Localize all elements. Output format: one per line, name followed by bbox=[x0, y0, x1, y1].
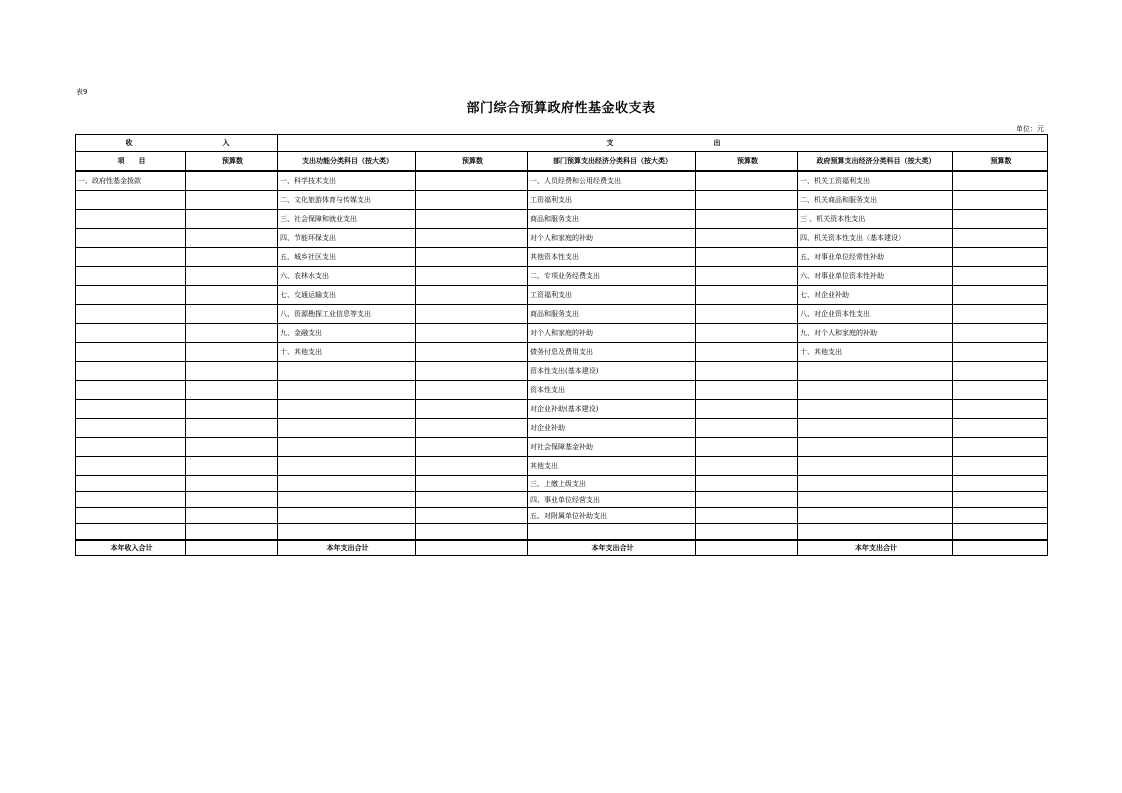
income-budget-cell bbox=[186, 210, 278, 229]
dept-budget-cell bbox=[696, 248, 798, 267]
gov-econ-cell bbox=[798, 381, 953, 400]
gov-econ-cell: 十、其他支出 bbox=[798, 343, 953, 362]
table-row bbox=[76, 457, 1048, 476]
table-row bbox=[76, 210, 1048, 229]
header-budget-income: 预算数 bbox=[186, 152, 278, 172]
income-budget-cell bbox=[186, 248, 278, 267]
gov-econ-cell bbox=[798, 438, 953, 457]
func-category-cell: 三、社会保障和就业支出 bbox=[278, 210, 416, 229]
func-budget-cell bbox=[416, 343, 528, 362]
gov-budget-cell bbox=[953, 419, 1048, 438]
income-item-cell bbox=[76, 400, 186, 419]
header-item: 项 目 bbox=[76, 152, 186, 172]
func-category-cell bbox=[278, 438, 416, 457]
income-budget-cell bbox=[186, 438, 278, 457]
gov-budget-cell bbox=[953, 286, 1048, 305]
gov-budget-cell bbox=[953, 191, 1048, 210]
income-item-cell bbox=[76, 210, 186, 229]
dept-budget-cell bbox=[696, 524, 798, 541]
income-budget-cell bbox=[186, 343, 278, 362]
gov-econ-cell: 四、机关资本性支出（基本建设） bbox=[798, 229, 953, 248]
table-number: 表9 bbox=[76, 88, 88, 96]
dept-econ-cell: 对个人和家庭的补助 bbox=[528, 229, 696, 248]
income-item-cell bbox=[76, 343, 186, 362]
table-row bbox=[76, 267, 1048, 286]
gov-econ-cell bbox=[798, 508, 953, 524]
gov-econ-cell bbox=[798, 457, 953, 476]
income-budget-cell bbox=[186, 419, 278, 438]
gov-budget-cell bbox=[953, 171, 1048, 191]
func-category-cell bbox=[278, 524, 416, 541]
income-budget-cell bbox=[186, 381, 278, 400]
expense-section-header bbox=[278, 135, 1048, 152]
func-budget-cell bbox=[416, 286, 528, 305]
dept-budget-cell bbox=[696, 438, 798, 457]
section-header-row bbox=[76, 135, 1048, 152]
total-expense-func-label: 本年支出合计 bbox=[278, 540, 416, 556]
dept-econ-cell: 债务付息及费用支出 bbox=[528, 343, 696, 362]
dept-econ-cell: 资本性支出 bbox=[528, 381, 696, 400]
income-section-char-2: 入 bbox=[222, 139, 230, 147]
func-category-cell bbox=[278, 419, 416, 438]
income-budget-cell bbox=[186, 171, 278, 191]
func-category-cell bbox=[278, 381, 416, 400]
budget-table bbox=[75, 134, 1048, 556]
func-category-cell bbox=[278, 400, 416, 419]
table-row bbox=[76, 191, 1048, 210]
income-budget-cell bbox=[186, 229, 278, 248]
gov-budget-cell bbox=[953, 210, 1048, 229]
table-row bbox=[76, 305, 1048, 324]
dept-budget-cell bbox=[696, 362, 798, 381]
income-item-cell bbox=[76, 286, 186, 305]
gov-budget-cell bbox=[953, 305, 1048, 324]
income-budget-cell bbox=[186, 324, 278, 343]
func-budget-cell bbox=[416, 229, 528, 248]
dept-econ-cell: 一、人员经费和公用经费支出 bbox=[528, 171, 696, 191]
dept-budget-cell bbox=[696, 286, 798, 305]
income-budget-cell bbox=[186, 457, 278, 476]
func-budget-cell bbox=[416, 476, 528, 492]
dept-econ-cell: 对个人和家庭的补助 bbox=[528, 324, 696, 343]
income-item-cell: 一、政府性基金拨款 bbox=[76, 171, 186, 191]
gov-budget-cell bbox=[953, 343, 1048, 362]
table-row bbox=[76, 476, 1048, 492]
dept-econ-cell: 其他支出 bbox=[528, 457, 696, 476]
table-row bbox=[76, 248, 1048, 267]
dept-budget-cell bbox=[696, 419, 798, 438]
income-budget-cell bbox=[186, 305, 278, 324]
income-item-cell bbox=[76, 457, 186, 476]
gov-econ-cell: 七、对企业补助 bbox=[798, 286, 953, 305]
func-category-cell: 四、节能环保支出 bbox=[278, 229, 416, 248]
dept-budget-cell bbox=[696, 343, 798, 362]
income-item-cell bbox=[76, 324, 186, 343]
income-item-cell bbox=[76, 362, 186, 381]
func-budget-cell bbox=[416, 171, 528, 191]
column-header-row bbox=[76, 152, 1048, 172]
func-category-cell bbox=[278, 508, 416, 524]
income-item-cell bbox=[76, 508, 186, 524]
func-budget-cell bbox=[416, 210, 528, 229]
table-row bbox=[76, 438, 1048, 457]
gov-budget-cell bbox=[953, 476, 1048, 492]
income-item-cell bbox=[76, 267, 186, 286]
func-category-cell: 八、资源勘探工业信息等支出 bbox=[278, 305, 416, 324]
func-budget-cell bbox=[416, 305, 528, 324]
func-category-cell: 十、其他支出 bbox=[278, 343, 416, 362]
total-expense-dept-value bbox=[696, 540, 798, 556]
dept-budget-cell bbox=[696, 400, 798, 419]
func-budget-cell bbox=[416, 438, 528, 457]
gov-econ-cell: 一、机关工资福利支出 bbox=[798, 171, 953, 191]
gov-econ-cell bbox=[798, 524, 953, 541]
dept-econ-cell: 三、上缴上级支出 bbox=[528, 476, 696, 492]
total-income-value bbox=[186, 540, 278, 556]
income-item-cell bbox=[76, 476, 186, 492]
gov-budget-cell bbox=[953, 457, 1048, 476]
total-expense-gov-label: 本年支出合计 bbox=[798, 540, 953, 556]
func-category-cell bbox=[278, 457, 416, 476]
income-budget-cell bbox=[186, 508, 278, 524]
income-section-char-1: 收 bbox=[125, 139, 133, 147]
func-budget-cell bbox=[416, 419, 528, 438]
dept-econ-cell: 工资福利支出 bbox=[528, 286, 696, 305]
income-item-cell bbox=[76, 229, 186, 248]
income-budget-cell bbox=[186, 191, 278, 210]
func-category-cell: 五、城乡社区支出 bbox=[278, 248, 416, 267]
table-row bbox=[76, 492, 1048, 508]
table-row bbox=[76, 171, 1048, 191]
income-budget-cell bbox=[186, 476, 278, 492]
dept-budget-cell bbox=[696, 267, 798, 286]
dept-budget-cell bbox=[696, 508, 798, 524]
income-budget-cell bbox=[186, 524, 278, 541]
dept-budget-cell bbox=[696, 324, 798, 343]
func-budget-cell bbox=[416, 492, 528, 508]
dept-econ-cell: 二、专项业务经费支出 bbox=[528, 267, 696, 286]
gov-budget-cell bbox=[953, 492, 1048, 508]
func-budget-cell bbox=[416, 508, 528, 524]
dept-econ-cell: 五、对附属单位补助支出 bbox=[528, 508, 696, 524]
dept-budget-cell bbox=[696, 229, 798, 248]
header-budget-dept: 预算数 bbox=[696, 152, 798, 172]
income-item-cell bbox=[76, 419, 186, 438]
gov-budget-cell bbox=[953, 524, 1048, 541]
gov-econ-cell: 五、对事业单位经常性补助 bbox=[798, 248, 953, 267]
dept-budget-cell bbox=[696, 457, 798, 476]
gov-budget-cell bbox=[953, 362, 1048, 381]
gov-budget-cell bbox=[953, 508, 1048, 524]
dept-econ-cell: 商品和服务支出 bbox=[528, 305, 696, 324]
dept-econ-cell: 对企业补助 bbox=[528, 419, 696, 438]
header-budget-func: 预算数 bbox=[416, 152, 528, 172]
func-budget-cell bbox=[416, 248, 528, 267]
func-category-cell: 六、农林水支出 bbox=[278, 267, 416, 286]
gov-econ-cell: 八、对企业资本性支出 bbox=[798, 305, 953, 324]
gov-econ-cell: 九、对个人和家庭的补助 bbox=[798, 324, 953, 343]
gov-econ-cell: 三 、机关资本性支出 bbox=[798, 210, 953, 229]
table-row bbox=[76, 343, 1048, 362]
func-budget-cell bbox=[416, 381, 528, 400]
gov-budget-cell bbox=[953, 229, 1048, 248]
gov-budget-cell bbox=[953, 381, 1048, 400]
dept-budget-cell bbox=[696, 171, 798, 191]
func-category-cell: 二、文化旅游体育与传媒支出 bbox=[278, 191, 416, 210]
func-budget-cell bbox=[416, 324, 528, 343]
income-budget-cell bbox=[186, 400, 278, 419]
func-budget-cell bbox=[416, 400, 528, 419]
income-item-cell bbox=[76, 191, 186, 210]
header-dept-econ-category: 部门预算支出经济分类科目（按大类） bbox=[528, 152, 696, 172]
income-item-cell bbox=[76, 524, 186, 541]
income-item-cell bbox=[76, 381, 186, 400]
total-expense-dept-label: 本年支出合计 bbox=[528, 540, 696, 556]
func-budget-cell bbox=[416, 524, 528, 541]
func-budget-cell bbox=[416, 191, 528, 210]
income-budget-cell bbox=[186, 267, 278, 286]
dept-budget-cell bbox=[696, 492, 798, 508]
table-row bbox=[76, 324, 1048, 343]
income-budget-cell bbox=[186, 362, 278, 381]
expense-section-char-1: 支 bbox=[606, 139, 614, 147]
gov-budget-cell bbox=[953, 248, 1048, 267]
income-budget-cell bbox=[186, 492, 278, 508]
func-category-cell bbox=[278, 362, 416, 381]
expense-section-char-2: 出 bbox=[713, 139, 721, 147]
gov-budget-cell bbox=[953, 267, 1048, 286]
func-budget-cell bbox=[416, 267, 528, 286]
table-row bbox=[76, 400, 1048, 419]
table-row bbox=[76, 362, 1048, 381]
income-item-cell bbox=[76, 492, 186, 508]
header-budget-gov: 预算数 bbox=[953, 152, 1048, 172]
table-row bbox=[76, 286, 1048, 305]
func-category-cell: 九、金融支出 bbox=[278, 324, 416, 343]
dept-budget-cell bbox=[696, 191, 798, 210]
gov-econ-cell bbox=[798, 476, 953, 492]
header-func-category: 支出功能分类科目（按大类） bbox=[278, 152, 416, 172]
total-expense-gov-value bbox=[953, 540, 1048, 556]
table-row bbox=[76, 381, 1048, 400]
gov-econ-cell bbox=[798, 419, 953, 438]
dept-econ-cell: 对企业补助(基本建设) bbox=[528, 400, 696, 419]
total-income-label: 本年收入合计 bbox=[76, 540, 186, 556]
dept-econ-cell bbox=[528, 524, 696, 541]
dept-budget-cell bbox=[696, 476, 798, 492]
dept-econ-cell: 商品和服务支出 bbox=[528, 210, 696, 229]
income-item-cell bbox=[76, 248, 186, 267]
table-row bbox=[76, 229, 1048, 248]
dept-econ-cell: 对社会保障基金补助 bbox=[528, 438, 696, 457]
func-budget-cell bbox=[416, 457, 528, 476]
gov-budget-cell bbox=[953, 400, 1048, 419]
income-section-header bbox=[76, 135, 278, 152]
gov-budget-cell bbox=[953, 324, 1048, 343]
dept-econ-cell: 其他资本性支出 bbox=[528, 248, 696, 267]
dept-budget-cell bbox=[696, 305, 798, 324]
dept-budget-cell bbox=[696, 210, 798, 229]
table-row bbox=[76, 524, 1048, 541]
gov-econ-cell bbox=[798, 362, 953, 381]
func-category-cell: 一、科学技术支出 bbox=[278, 171, 416, 191]
income-item-cell bbox=[76, 305, 186, 324]
gov-econ-cell bbox=[798, 400, 953, 419]
gov-econ-cell bbox=[798, 492, 953, 508]
gov-budget-cell bbox=[953, 438, 1048, 457]
unit-label: 单位：元 bbox=[1016, 125, 1044, 133]
table-row bbox=[76, 508, 1048, 524]
header-gov-econ-category: 政府预算支出经济分类科目（按大类） bbox=[798, 152, 953, 172]
income-budget-cell bbox=[186, 286, 278, 305]
func-category-cell bbox=[278, 476, 416, 492]
dept-econ-cell: 四、事业单位经营支出 bbox=[528, 492, 696, 508]
dept-budget-cell bbox=[696, 381, 798, 400]
func-budget-cell bbox=[416, 362, 528, 381]
totals-row bbox=[76, 540, 1048, 556]
gov-econ-cell: 六、对事业单位资本性补助 bbox=[798, 267, 953, 286]
func-category-cell bbox=[278, 492, 416, 508]
income-item-cell bbox=[76, 438, 186, 457]
table-row bbox=[76, 419, 1048, 438]
dept-econ-cell: 工资福利支出 bbox=[528, 191, 696, 210]
gov-econ-cell: 二、机关商品和服务支出 bbox=[798, 191, 953, 210]
page-title: 部门综合预算政府性基金收支表 bbox=[466, 101, 656, 116]
func-category-cell: 七、交通运输支出 bbox=[278, 286, 416, 305]
dept-econ-cell: 资本性支出(基本建设) bbox=[528, 362, 696, 381]
total-expense-func-value bbox=[416, 540, 528, 556]
